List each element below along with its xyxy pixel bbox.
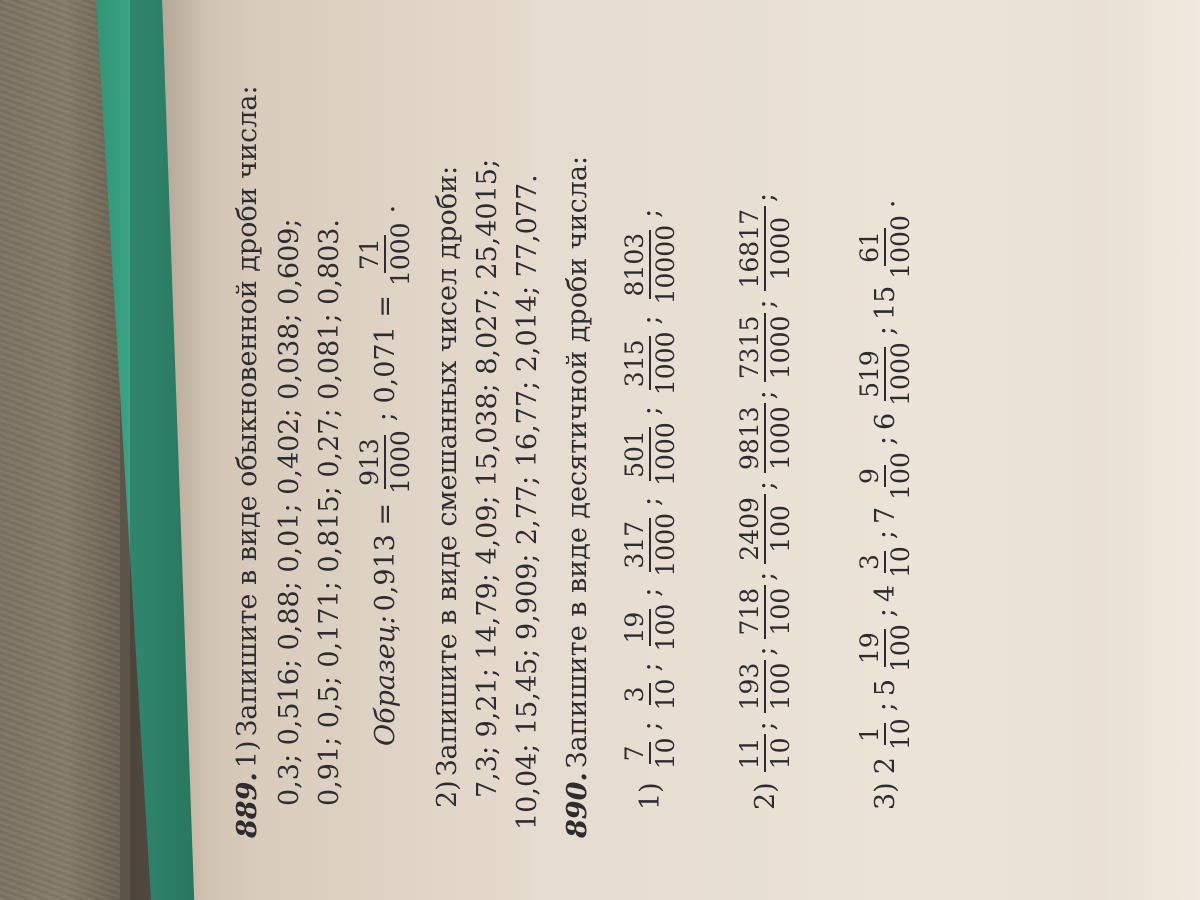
ex890-row-1-item [622, 400, 678, 491]
ex889-part1-text: Запишите в виде обыкновенной дроби числа: [231, 85, 263, 737]
ex890-heading [555, 156, 599, 838]
ex890-row-1-label: 1) [634, 782, 666, 810]
ex889-part2-heading [425, 166, 469, 808]
numerator: 8103 [622, 230, 651, 300]
ex890-row-3 [845, 194, 925, 810]
fraction [857, 715, 913, 753]
denominator: 10 [886, 546, 915, 578]
whole-part: 5 [869, 678, 901, 697]
fraction [737, 585, 793, 639]
numerator: 61 [857, 228, 886, 266]
numerator: 11 [737, 734, 766, 772]
fraction [737, 494, 793, 564]
numerator: 19 [857, 629, 886, 667]
denominator: 10000 [651, 224, 680, 305]
ex889-row4 [505, 174, 549, 830]
denominator: 100 [766, 662, 795, 711]
denominator: 1000 [766, 406, 795, 470]
denominator: 100 [886, 624, 915, 672]
ex890-row-3-item [857, 696, 913, 774]
fraction [622, 734, 678, 772]
ex889-number: 889. [231, 772, 263, 838]
ex890-row-3-item [857, 320, 913, 430]
numerator: 2409 [737, 494, 766, 564]
whole-part: 15 [869, 285, 901, 321]
ex890-row-1 [610, 203, 690, 810]
sample-end: . [369, 204, 401, 214]
ex889-row4-text: 10,04; 15,45; 9,909; 2,77; 16,77; 2,014; 77,077. [511, 174, 543, 830]
ex889-part1-label: 1) [231, 740, 263, 769]
numerator: 315 [622, 336, 651, 390]
fraction [857, 621, 913, 675]
fraction [737, 206, 793, 292]
whole-part: 2 [869, 757, 901, 775]
numerator: 718 [737, 585, 766, 639]
separator: ; [749, 646, 781, 656]
fraction [857, 212, 913, 282]
denominator: 1000 [886, 215, 915, 279]
numerator: 19 [622, 609, 651, 647]
separator: ; [749, 192, 781, 202]
numerator: 317 [622, 518, 651, 572]
ex890-row-1-item [622, 715, 678, 774]
denominator: 1000 [766, 216, 795, 281]
denominator: 1000 [651, 331, 680, 396]
textbook-text [225, 18, 1025, 838]
denominator: 10 [766, 737, 795, 770]
separator: ; [634, 721, 666, 731]
fraction [857, 543, 913, 581]
ex890-row-2-item [737, 475, 793, 566]
fraction [737, 660, 793, 714]
separator: ; [634, 587, 666, 597]
fraction [622, 601, 678, 655]
fraction [622, 676, 678, 714]
ex890-row-2-item [737, 715, 793, 774]
ex890-row-2 [725, 187, 805, 810]
numerator: 3 [622, 684, 651, 706]
numerator: 519 [857, 347, 886, 401]
ex890-row-1-item [622, 203, 678, 310]
ex890-row-3-item [857, 602, 913, 696]
numerator: 9813 [737, 403, 766, 473]
ex890-row-3-item [857, 430, 913, 524]
sample-fraction-1 [357, 427, 413, 497]
separator: ; [634, 208, 666, 218]
denominator: 1000 [651, 512, 680, 577]
denominator: 100 [766, 505, 795, 553]
sample-mid: ; 0,071 = [369, 295, 401, 422]
separator: . [869, 199, 901, 209]
sample-fraction-2-denominator: 1000 [386, 222, 415, 287]
fraction [737, 403, 793, 473]
separator: ; [869, 436, 901, 446]
page-gutter-shadow [130, 0, 210, 900]
fraction [737, 734, 793, 772]
fraction [857, 449, 913, 503]
numerator: 193 [737, 660, 766, 714]
numerator: 7315 [737, 313, 766, 383]
page-highlight [1100, 0, 1200, 900]
separator: ; [749, 299, 781, 309]
numerator: 1 [857, 723, 886, 745]
ex889-row3 [465, 159, 509, 798]
ex890-row-2-item [737, 641, 793, 716]
sample-fraction-2 [357, 219, 413, 289]
separator: ; [869, 326, 901, 336]
ex889-row1-text: 0,3; 0,516; 0,88; 0,01; 0,402; 0,038; 0,609; [273, 218, 305, 806]
separator: ; [634, 496, 666, 506]
ex890-row-2-label: 2) [749, 782, 781, 810]
ex890-row-1-item [622, 656, 678, 715]
sample-fraction-1-numerator: 913 [357, 435, 386, 489]
separator: ; [634, 406, 666, 416]
ex890-row-2-item [737, 566, 793, 641]
fraction [622, 329, 678, 399]
sample-label: Образец: [369, 615, 401, 746]
denominator: 100 [886, 452, 915, 500]
ex890-row-2-item [737, 187, 793, 294]
sample-left: 0,913 = [369, 502, 401, 612]
ex890-row-1-item [622, 582, 678, 657]
separator: ; [634, 315, 666, 325]
ex890-row-3-item [857, 524, 913, 602]
denominator: 1000 [886, 342, 915, 406]
denominator: 10 [651, 678, 680, 711]
ex889-heading [225, 85, 269, 838]
fraction [737, 313, 793, 383]
ex889-row1 [267, 218, 311, 806]
numerator: 501 [622, 427, 651, 481]
whole-part: 4 [869, 584, 901, 603]
ex890-text: Запишите в виде десятичной дроби числа: [561, 155, 593, 769]
separator: ; [749, 721, 781, 731]
ex889-row2-text: 0,91; 0,5; 0,171; 0,815; 0,27; 0,081; 0,803. [313, 218, 345, 806]
ex890-row-3-item [857, 194, 913, 321]
fraction [622, 419, 678, 489]
separator: ; [869, 530, 901, 540]
ex889-part2-text: Запишите в виде смешанных чисел дроби: [431, 165, 463, 777]
ex889-part2-label: 2) [431, 780, 463, 808]
fraction [857, 339, 913, 409]
separator: ; [749, 480, 781, 491]
denominator: 10 [651, 737, 680, 770]
denominator: 100 [766, 587, 795, 636]
separator: ; [749, 571, 781, 581]
numerator: 9 [857, 465, 886, 487]
ex889-row3-text: 7,3; 9,21; 14,79; 4,09; 15,038; 8,027; 25,4015; [471, 158, 503, 798]
fabric-background [0, 0, 120, 900]
ex889-row2 [307, 219, 351, 806]
denominator: 10 [886, 718, 915, 751]
sample-fraction-1-denominator: 1000 [386, 430, 415, 494]
ex890-row-3-label: 3) [869, 782, 901, 810]
fraction [622, 222, 678, 308]
sample-fraction-2-numerator: 71 [357, 235, 386, 273]
numerator: 3 [857, 551, 886, 573]
denominator: 1000 [651, 422, 680, 486]
denominator: 100 [651, 603, 680, 652]
fraction [622, 510, 678, 580]
ex890-row-2-item [737, 384, 793, 475]
denominator: 1000 [766, 315, 795, 380]
separator: ; [634, 662, 666, 672]
ex890-row-1-item [622, 491, 678, 582]
numerator: 16817 [737, 206, 766, 292]
separator: ; [869, 608, 901, 618]
ex890-row-1-item [622, 309, 678, 400]
ex890-number: 890. [561, 772, 593, 838]
whole-part: 7 [869, 506, 901, 525]
numerator: 7 [622, 742, 651, 764]
whole-part: 6 [869, 412, 901, 431]
separator: ; [869, 702, 901, 712]
separator: ; [749, 390, 781, 400]
ex889-sample [353, 205, 417, 746]
ex890-row-2-item [737, 294, 793, 385]
